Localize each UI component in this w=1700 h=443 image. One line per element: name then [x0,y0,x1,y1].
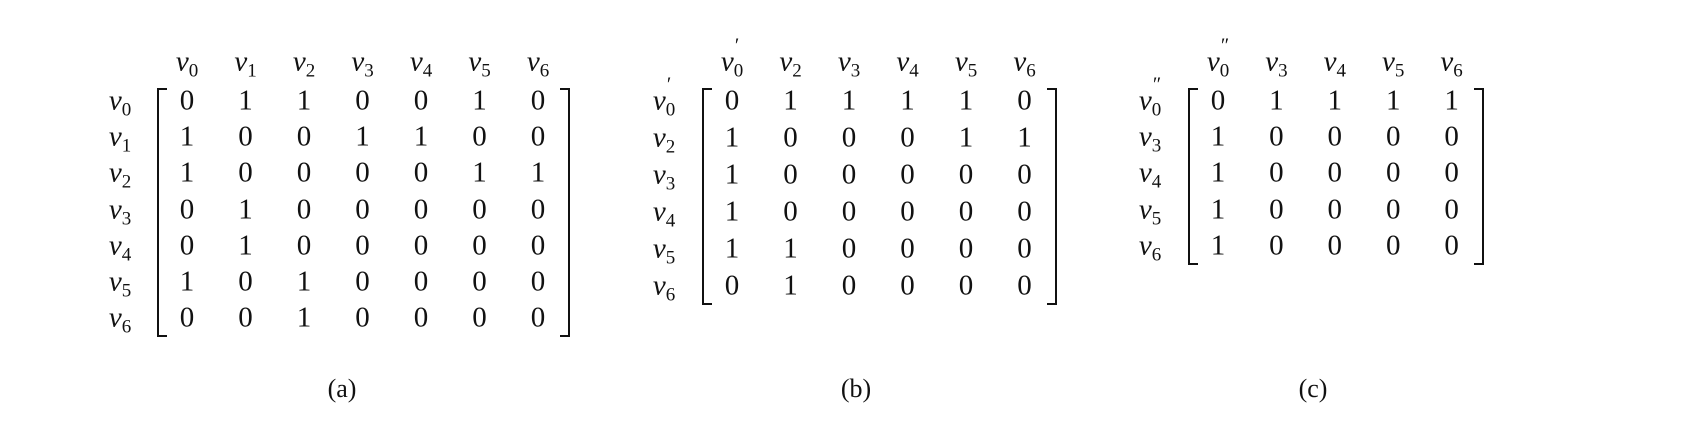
matrix-cell: 0 [900,269,915,301]
vertex-subscript: 6 [539,60,550,82]
matrix-cell: 0 [841,195,857,228]
matrix-cell: 0 [783,195,798,228]
vertex-subscript: 2 [121,171,132,193]
vertex-prime: ″ [1220,34,1230,57]
matrix-cell: 0 [900,121,915,154]
row-label [652,269,676,305]
matrix-cell: 0 [413,265,429,298]
vertex-symbol: v [234,45,248,78]
matrix-cell: 0 [724,84,740,117]
column-label [896,45,919,82]
matrix-cell: 1 [783,269,798,301]
vertex-symbol: v [108,84,122,117]
vertex-symbol: v [1138,84,1152,117]
vertex-subscript: 3 [665,173,676,195]
matrix-cell: 0 [1017,195,1032,228]
row-label [108,120,132,157]
vertex-subscript: 5 [481,60,491,82]
vertex-symbol: v [1013,45,1027,78]
column-label [1013,45,1036,82]
vertex-subscript: 4 [665,210,676,232]
matrix-cell: 0 [296,193,312,226]
matrix-cell: 0 [355,229,370,262]
vertex-subscript: 4 [1336,60,1346,82]
matrix-cell: 1 [1269,84,1284,117]
matrix-cell: 0 [724,269,740,301]
matrix-cell: 1 [179,265,195,298]
left-bracket [157,88,167,337]
matrix-cell: 1 [900,84,915,117]
column-label [175,45,199,82]
column-label [351,45,374,82]
matrix-cell: 1 [238,193,253,226]
vertex-symbol: v [1206,45,1220,78]
column-label [468,45,491,82]
matrix-cell: 1 [1017,121,1032,154]
matrix-cell: 0 [1269,229,1284,262]
vertex-symbol: v [1265,45,1279,78]
matrix-cell: 0 [413,193,429,226]
column-label [234,45,257,82]
vertex-subscript: 3 [1151,135,1162,157]
vertex-symbol: v [108,193,122,226]
vertex-subscript: 6 [1453,60,1463,82]
vertex-symbol: v [1323,45,1337,78]
matrix-cell: 0 [413,301,429,334]
vertex-subscript: 5 [1394,60,1405,82]
matrix-cell: 0 [841,158,857,191]
vertex-subscript: 3 [364,60,374,82]
matrix-cell: 1 [958,84,974,117]
matrix-cell: 1 [724,121,740,154]
vertex-subscript: 1 [121,135,132,157]
vertex-symbol: v [779,45,793,78]
vertex-symbol: v [652,269,666,301]
matrix-cell: 1 [1385,84,1401,117]
matrix-cell: 0 [1269,120,1284,153]
matrix-cell: 0 [296,120,312,153]
subfigure-caption: (b) [840,374,872,403]
vertex-symbol: v [108,265,122,298]
matrix-cell: 1 [472,84,487,117]
matrix-cell: 1 [179,156,195,189]
matrix-cell: 0 [841,121,857,154]
vertex-symbol: v [720,45,734,78]
column-label [1265,45,1288,82]
matrix-cell: 0 [296,156,312,189]
matrix-cell: 0 [1327,156,1343,189]
matrix-cell: 0 [179,193,195,226]
matrix-cell: 1 [472,156,487,189]
matrix-cell: 0 [530,193,546,226]
vertex-symbol: v [652,195,666,228]
matrix-cell: 1 [238,84,253,117]
row-label [108,84,132,121]
vertex-subscript: 0 [733,60,744,82]
matrix-cell: 0 [1444,229,1459,262]
matrix-cell: 1 [413,120,429,153]
matrix-cell: 0 [783,121,798,154]
matrix-cell: 0 [179,229,195,262]
vertex-symbol: v [837,45,851,78]
vertex-subscript: 0 [1219,60,1230,82]
matrix-cell: 0 [355,265,370,298]
matrix-cell: 0 [958,158,974,191]
vertex-symbol: v [1440,45,1454,78]
left-bracket [702,88,712,305]
vertex-symbol: v [652,232,666,265]
matrix-cell: 0 [413,84,429,117]
matrix-cell: 0 [413,156,429,189]
row-label [652,232,676,269]
column-label [779,45,802,82]
matrix-cell: 0 [530,229,546,262]
vertex-symbol: v [292,45,306,78]
matrix-cell: 0 [900,232,915,265]
matrix-cell: 0 [530,265,546,298]
vertex-subscript: 5 [967,60,978,82]
matrix-cell: 0 [296,229,312,262]
vertex-subscript: 6 [121,316,132,338]
matrix-cell: 1 [179,120,195,153]
row-label [1138,120,1162,157]
vertex-subscript: 5 [121,280,132,302]
matrix-cell: 0 [958,269,974,301]
row-label [108,301,132,338]
matrix-cell: 0 [238,120,253,153]
row-label [1138,73,1162,121]
vertex-symbol: v [108,301,122,334]
vertex-subscript: 2 [305,60,316,82]
vertex-subscript: 4 [121,244,132,266]
column-label [409,45,433,82]
matrix-cell: 1 [296,84,312,117]
matrix-cell: 1 [530,156,546,189]
matrix-cell: 0 [1385,156,1401,189]
vertex-symbol: v [652,84,666,117]
vertex-subscript: 0 [1151,99,1162,121]
row-label [108,229,132,266]
vertex-prime: ″ [1152,73,1162,96]
matrix-cell: 0 [900,195,915,228]
matrix-cell: 1 [783,232,798,265]
row-label [1138,156,1162,193]
matrix-cell: 1 [1210,193,1226,226]
row-label [652,195,676,232]
matrix-cell: 0 [1385,120,1401,153]
matrix-cell: 1 [1210,120,1226,153]
matrix-cell: 0 [1327,193,1343,226]
matrix-cell: 0 [472,120,487,153]
column-label [526,45,550,82]
row-label [652,158,676,195]
matrix-cell: 0 [1385,229,1401,262]
vertex-subscript: 3 [850,60,861,82]
matrix-cell: 0 [179,301,195,334]
subfigure-caption: (c) [1298,374,1328,403]
vertex-subscript: 4 [909,60,919,82]
matrix-cell: 0 [1017,84,1032,117]
right-bracket [1047,88,1057,305]
vertex-subscript: 6 [1151,244,1162,266]
vertex-symbol: v [108,156,122,189]
matrix-cell: 0 [530,120,546,153]
matrix-cell: 0 [1444,193,1459,226]
vertex-subscript: 1 [247,60,257,82]
matrix-cell: 0 [1444,156,1459,189]
vertex-symbol: v [1138,193,1152,226]
vertex-subscript: 0 [188,60,199,82]
matrix-cell: 1 [1210,156,1226,189]
matrix-cell: 0 [783,158,798,191]
column-label [292,45,316,82]
matrix-cell: 1 [238,229,253,262]
vertex-symbol: v [1138,156,1152,189]
vertex-symbol: v [652,158,666,191]
matrix-cell: 0 [530,301,546,334]
vertex-subscript: 6 [1026,60,1036,82]
matrix-cell: 1 [1327,84,1343,117]
vertex-subscript: 0 [121,99,132,121]
vertex-subscript: 2 [665,136,676,158]
matrix-cell: 1 [783,84,798,117]
vertex-subscript: 5 [665,247,676,269]
matrix-cell: 0 [355,301,370,334]
column-label [1206,34,1230,82]
matrix-cell: 0 [1269,156,1284,189]
vertex-subscript: 4 [1151,171,1162,193]
matrix-cell: 1 [355,120,370,153]
matrix-cell: 1 [296,301,312,334]
vertex-symbol: v [175,45,189,78]
matrix-cell: 0 [238,156,253,189]
matrix-cell: 0 [1210,84,1226,117]
vertex-symbol: v [351,45,365,78]
vertex-subscript: 5 [1151,208,1162,230]
matrix-cell: 0 [238,265,253,298]
matrix-cell: 0 [355,193,370,226]
vertex-symbol: v [1138,120,1152,153]
matrix-cell: 0 [1327,229,1343,262]
vertex-subscript: 4 [422,60,433,82]
vertex-subscript: 0 [665,99,676,121]
matrix-cell: 1 [841,84,857,117]
vertex-symbol: v [896,45,910,78]
matrix-cell: 0 [413,229,429,262]
matrix-cell: 0 [472,229,487,262]
vertex-symbol: v [526,45,540,78]
right-bracket [560,88,570,337]
matrix-cell: 0 [841,232,857,265]
matrix-cell: 0 [1017,269,1032,301]
matrix-cell: 0 [472,265,487,298]
vertex-symbol: v [409,45,423,78]
matrix-cell: 1 [296,265,312,298]
vertex-subscript: 3 [1278,60,1288,82]
matrix-cell: 0 [1269,193,1284,226]
subfigure-caption: (a) [327,374,357,403]
matrix-cell: 0 [958,232,974,265]
vertex-symbol: v [1382,45,1395,78]
row-label [108,265,132,302]
vertex-symbol: v [468,45,482,78]
row-label [108,156,132,193]
vertex-prime: ′ [734,34,740,57]
matrix-cell: 0 [958,195,974,228]
vertex-symbol: v [954,45,968,78]
vertex-symbol: v [1138,229,1152,262]
column-label [1440,45,1463,82]
vertex-prime: ′ [666,73,672,96]
vertex-subscript: 3 [121,208,132,230]
matrix-cell: 0 [472,301,487,334]
matrix-cell: 1 [724,158,740,191]
row-label [108,193,132,230]
matrix-cell: 1 [1444,84,1459,117]
matrix-cell: 0 [472,193,487,226]
vertex-symbol: v [108,229,122,262]
matrix-cell: 0 [1017,232,1032,265]
column-label [1323,45,1346,82]
row-label [652,121,676,158]
vertex-subscript: 6 [665,284,676,305]
vertex-symbol: v [652,121,666,154]
right-bracket [1474,88,1484,265]
vertex-subscript: 2 [792,60,802,82]
row-label [1138,193,1162,230]
matrix-cell: 1 [958,121,974,154]
matrix-cell: 1 [1210,229,1226,262]
matrix-cell: 0 [355,84,370,117]
vertex-symbol: v [108,120,122,153]
column-label [1382,45,1405,82]
matrix-cell: 0 [900,158,915,191]
matrix-cell: 0 [179,84,195,117]
matrix-cell: 0 [1017,158,1032,191]
column-label [954,45,978,82]
matrix-cell: 0 [841,269,857,301]
matrix-cell: 0 [238,301,253,334]
matrix-cell: 0 [1327,120,1343,153]
row-label [1138,229,1162,266]
matrix-cell: 0 [355,156,370,189]
matrix-cell: 0 [1385,193,1401,226]
column-label [720,34,744,82]
left-bracket [1188,88,1198,265]
matrix-cell: 0 [530,84,546,117]
column-label [837,45,861,82]
matrix-cell: 1 [724,232,740,265]
matrix-cell: 0 [1444,120,1459,153]
matrix-cell: 1 [724,195,740,228]
row-label [652,73,676,121]
